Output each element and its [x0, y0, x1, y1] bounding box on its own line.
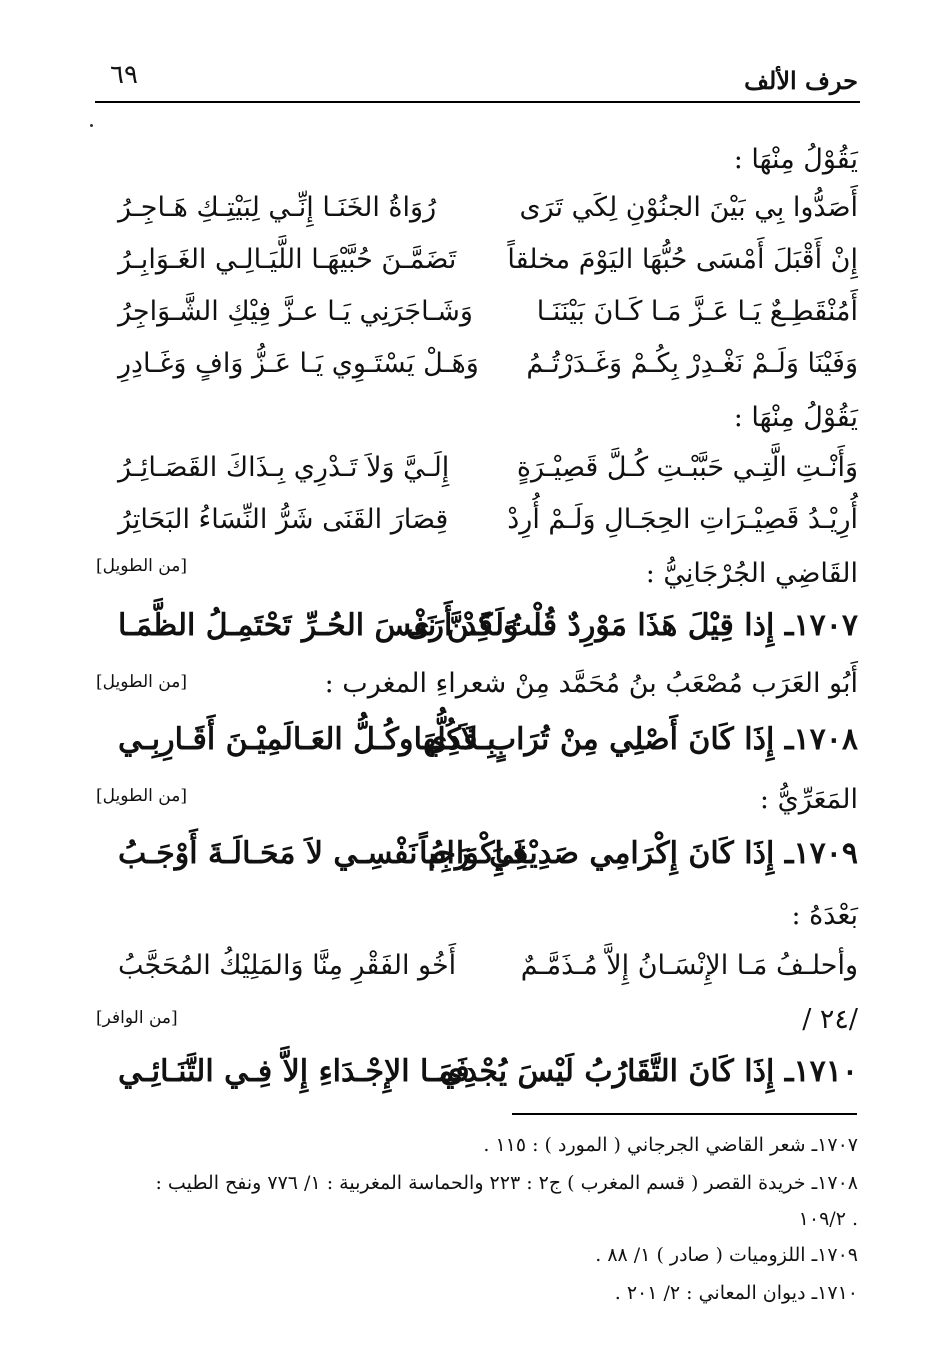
numbered-verse-first-half: ١٧٠٨ـ إِذَا كَانَ أَصْلِي مِنْ تُرَابٍ فَكُلُّهَا	[413, 722, 858, 757]
numbered-verse-second-half: بِـلاَدِي وكُـلُّ العَـالَمِيْـنَ أَقَـارِبِـي	[118, 722, 496, 757]
numbered-verse-first-half: ١٧١٠ـ إِذَا كَانَ التَّقَارُبُ لَيْسَ يُجْدِي	[440, 1054, 858, 1089]
intro-line: يَقُوْلُ مِنْهَا :	[733, 144, 858, 175]
page-number: ٦٩	[110, 60, 138, 90]
header-rule	[95, 101, 860, 103]
meter-label: [من الطويل]	[96, 556, 187, 576]
numbered-verse-first-half: ١٧٠٩ـ إِذَا كَانَ إِكْرَامِي صَدِيْقِيَ وَاجِباً	[419, 836, 858, 871]
verse-first-half: وأحلـفُ مَـا الإِنْسَـانُ إِلاَّ مُـذَمَّـمٌ	[520, 950, 858, 981]
verse-second-half: تَضَمَّـنَ حُبَّيْهَـا اللَّيَـالِـي الغَـوَابِـرُ	[118, 244, 457, 275]
source-ref: / ٢٤/	[802, 1004, 858, 1035]
running-header: حرف الألف	[744, 66, 858, 95]
meter-label: [من الوافر]	[96, 1008, 178, 1028]
poet-name: المَعَرِّيُّ :	[759, 784, 858, 815]
verse-first-half: أُرِيْـدُ قَصِيْـرَاتِ الحِجَـالِ وَلَـمْ أُرِدْ	[507, 504, 858, 535]
print-speck	[90, 124, 93, 127]
numbered-verse-first-half: ١٧٠٧ـ إِذا قِيْلَ هَذَا مَوْرِدٌ قُلْتُ قَدْ أَرَى	[406, 608, 858, 643]
footnote-continuation: ١٠٩/٢ .	[798, 1208, 858, 1230]
intro-line: يَقُوْلُ مِنْهَا :	[733, 402, 858, 433]
verse-second-half: إِلَـيَّ وَلاَ تَـدْرِي بِـذَاكَ القَصَـائِـرُ	[118, 452, 450, 483]
verse-first-half: إِنْ أَقْبَلَ أَمْسَى حُبُّهَا اليَوْمَ مخلقاً	[507, 244, 858, 275]
poet-name: أَبُو العَرَب مُصْعَبُ بنُ مُحَمَّد مِنْ شعراءِ المغرب :	[324, 668, 858, 699]
footnote: ١٧١٠ـ ديوان المعاني : ٢/ ٢٠١ .	[614, 1282, 858, 1304]
footnote: ١٧٠٨ـ خريدة القصر ( قسم المغرب ) ج٢ : ٢٢٣ والحماسة المغربية : ١/ ٧٧٦ ونفح الطيب :	[155, 1172, 858, 1194]
verse-second-half: رُوَاةُ الخَنَـا إِنِّـي لِبَيْتِـكِ هَـاجِـرُ	[118, 192, 437, 223]
numbered-verse-second-half: فَمَـا الإِجْـدَاءِ إِلاَّ فِـي التَّنَـائِـي	[118, 1054, 470, 1089]
verse-first-half: أَصَدُّوا بِي بَيْنَ الجنُوْنِ لِكَي تَرَى	[519, 192, 858, 223]
footnote: ١٧٠٩ـ اللزوميات ( صادر ) ١/ ٨٨ .	[595, 1244, 858, 1266]
verse-second-half: أَخُو الفَقْرِ مِنَّا وَالمَلِيْكُ المُحَجَّبُ	[118, 950, 457, 981]
verse-second-half: وَشَـاجَرَنِي يَـا عـزَّ فِيْكِ الشَّـوَاجِرُ	[118, 296, 473, 327]
numbered-verse-second-half: وَلَكِـنَّ نَفْسَ الحُـرِّ تَحْتَمِـلُ الظَّمَـا	[118, 608, 519, 643]
verse-first-half: وَفَيْنَا وَلَـمْ نَغْـدِرْ بِكُـمْ وَغَـدَرْتُـمُ	[526, 348, 858, 379]
numbered-verse-second-half: فَـإِكْـرَامُ نَفْسِـي لاَ مَحَـالَـةَ أَوْجَـبُ	[118, 836, 527, 871]
meter-label: [من الطويل]	[96, 672, 187, 692]
verse-second-half: قِصَارَ القَنَى شَرُّ النِّسَاءُ البَحَاتِرُ	[118, 504, 449, 535]
poet-name: القَاضِي الجُرْجَانِيُّ :	[645, 558, 858, 589]
footnote-rule	[512, 1113, 857, 1115]
footnote: ١٧٠٧ـ شعر القاضي الجرجاني ( المورد ) : ١١٥ .	[483, 1134, 858, 1156]
verse-first-half: أَمُنْقَطِـعٌ يَـا عَـزَّ مَـا كَـانَ بَيْنَنَـا	[536, 296, 858, 327]
verse-first-half: وَأَنْـتِ الَّتِـي حَبَّبْـتِ كُـلَّ قَصِيْـرَةٍ	[516, 452, 858, 483]
verse-second-half: وَهَـلْ يَسْتَـوِي يَـا عَـزُّ وَافٍ وَغَـادِرِ	[118, 348, 479, 379]
intro-line: بَعْدَهُ :	[791, 900, 858, 931]
meter-label: [من الطويل]	[96, 786, 187, 806]
